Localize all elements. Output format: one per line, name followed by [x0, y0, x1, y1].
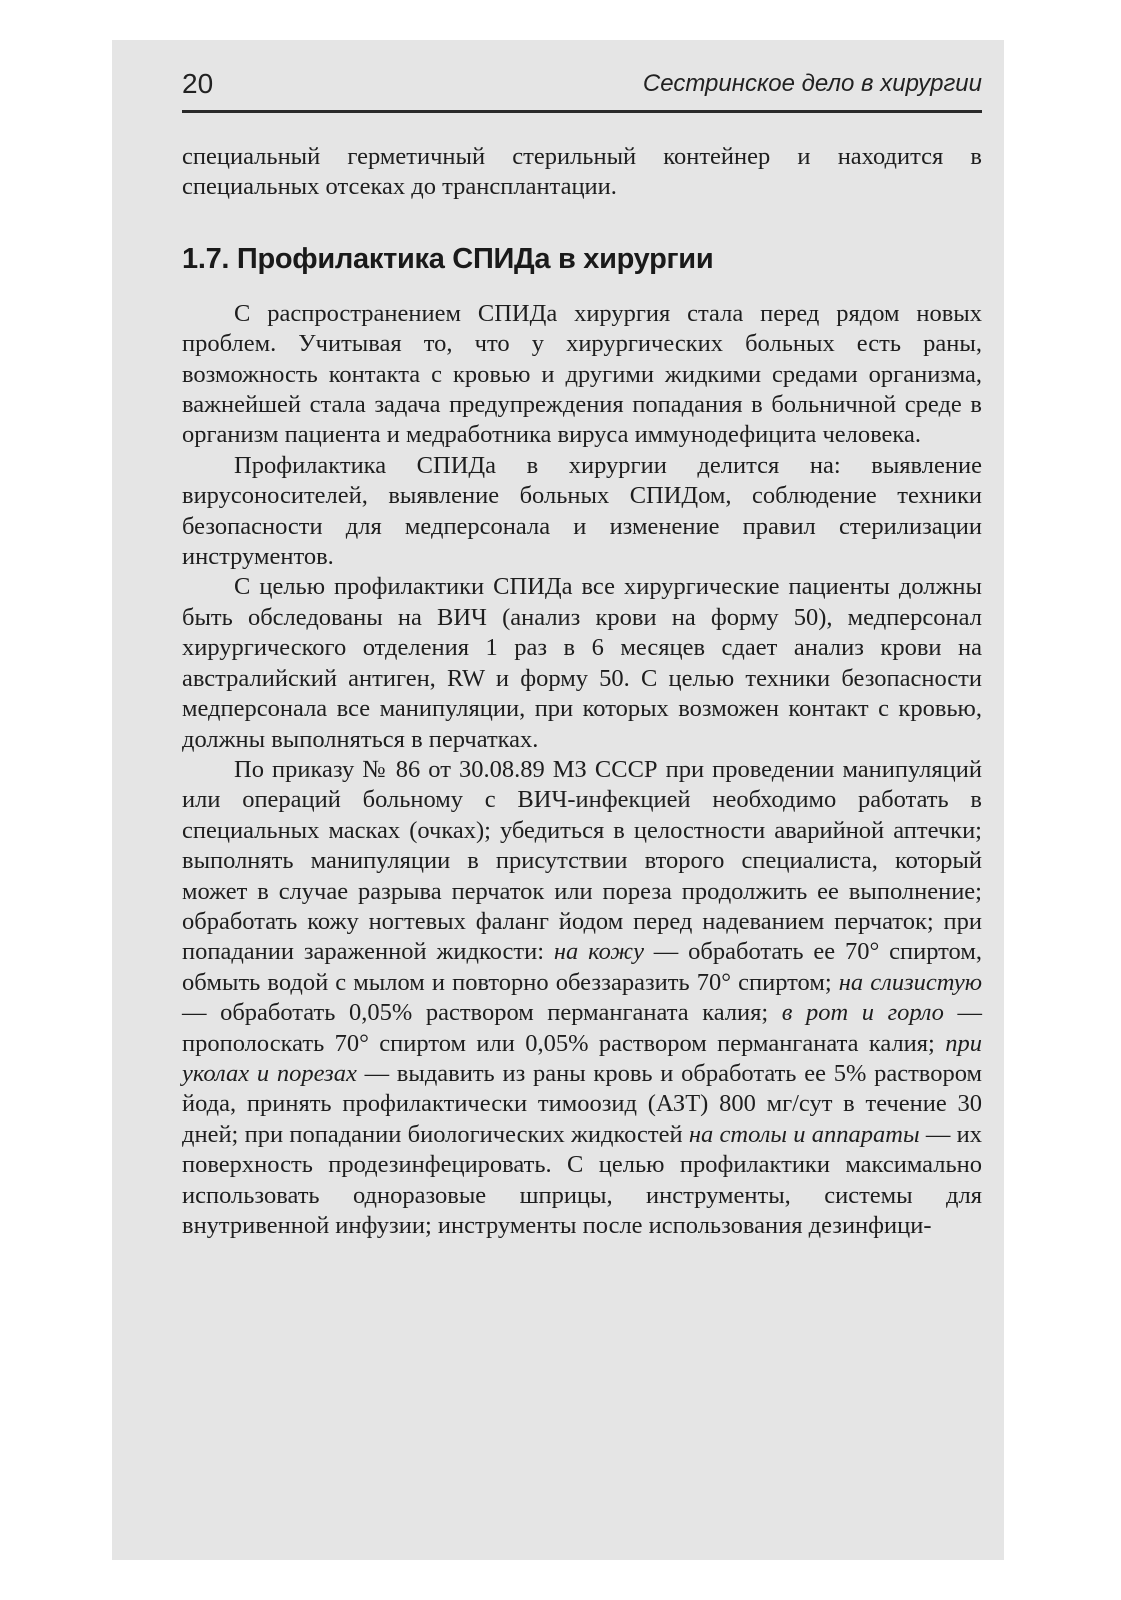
book-page [112, 40, 1004, 1560]
paragraph-1: С распространением СПИДа хирургия стала перед рядом новых проблем. Учитывая то, что у хирургических больных есть раны, возможность контакта с кровью и другими жидкими средами организма, важнейшей стала задача предупреждения попадания в больничной среде в организм пациента и медработника вируса иммунодефицита человека. [182, 299, 982, 449]
p4-italic-mouth: в рот и горло [781, 999, 944, 1027]
p4-text-2: — обработать ее 70° спиртом, обмыть водой с мылом и повторно обеззаразить 70° спиртом; [182, 938, 982, 996]
p4-text-3: — обработать 0,05% раствором перманганата калия; [182, 999, 782, 1027]
paragraph-3: С целью профилактики СПИДа все хирургические пациенты должны быть обследованы на ВИЧ (анализ крови на форму 50), медперсонал хирургического отделения 1 раз в 6 месяцев сдает анализ крови на австралийский антиген, RW и форму 50. С целью техники безопасности медперсонала все манипуляции, при которых возможен контакт с кровью, должны выполняться в перчатках. [182, 573, 982, 753]
p4-italic-mucosa: на слизистую [838, 968, 982, 996]
paragraph-4 [182, 755, 982, 1242]
page-body [182, 142, 982, 1241]
p4-text-1: По приказу № 86 от 30.08.89 МЗ СССР при проведении манипуляций или операций больному с ВИЧ-инфекцией необходимо работать в специальных масках (очках); убедиться в целостности аварийной аптечки; выполнять манипуляции в присутствии второго специалиста, который может в случае разрыва перчаток или пореза продолжить ее выполнение; обработать кожу ногтевых фаланг йодом перед надеванием перчаток; при попадании зараженной жидкости: [182, 755, 982, 966]
section-title: 1.7. Профилактика СПИДа в хирургии [182, 242, 714, 275]
p4-italic-skin: на кожу [553, 938, 644, 966]
page-header [182, 68, 982, 113]
p4-italic-cuts: при уколах и порезах [182, 1029, 982, 1087]
p4-text-6: — их поверхность продезинфецировать. С целью профилактики максимально использовать одноразовые шприцы, инструменты, системы для внутривенной инфузии; инструменты после использования дезинфици- [182, 1120, 982, 1239]
running-title: Сестринское дело в хирургии [642, 70, 982, 97]
paragraph-2: Профилактика СПИДа в хирургии делится на: выявление вирусоносителей, выявление больных СПИДом, соблюдение техники безопасности для медперсонала и изменение правил стерилизации инструментов. [182, 451, 982, 571]
page-number: 20 [182, 68, 214, 99]
p4-text-5: — выдавить из раны кровь и обработать ее 5% раствором йода, принять профилактически тимоозид (АЗТ) 800 мг/сут в течение 30 дней; при попадании биологических жидкостей [182, 1059, 982, 1148]
p4-italic-tables: на столы и аппараты [688, 1120, 920, 1148]
p4-text-4: — прополоскать 70° спиртом или 0,05% раствором перманганата калия; [182, 999, 983, 1057]
continuation-paragraph: специальный герметичный стерильный контейнер и находится в специальных отсеках до трансплантации. [182, 143, 982, 201]
